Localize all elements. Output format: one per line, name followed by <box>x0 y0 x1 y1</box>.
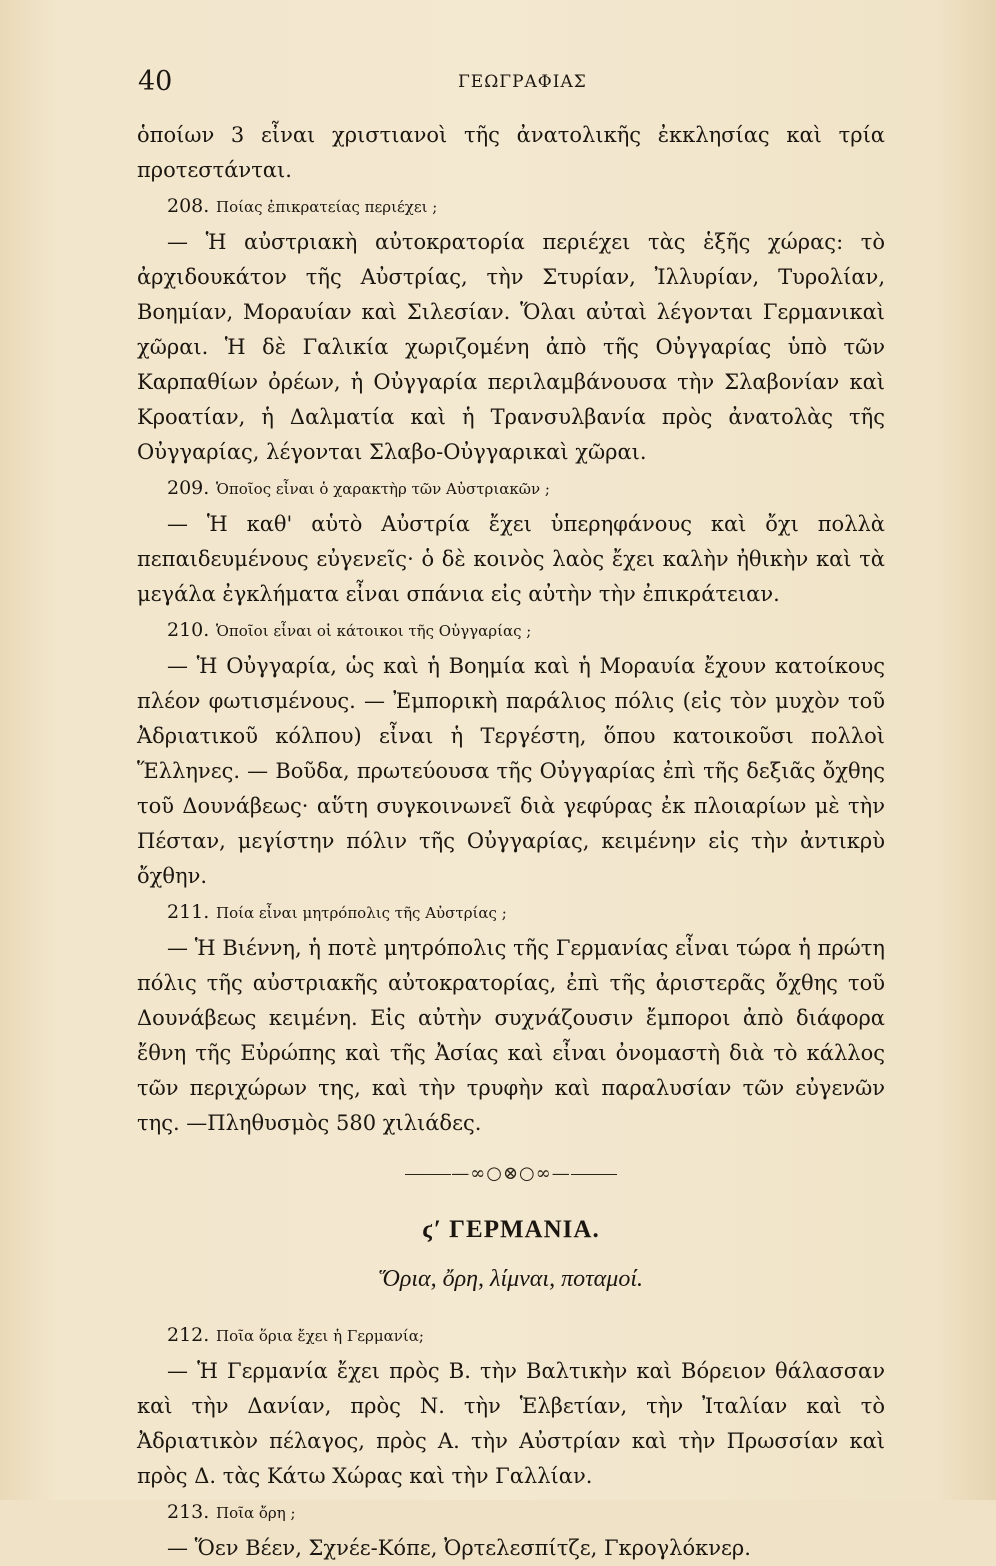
body-paragraph: ὁποίων 3 εἶναι χριστιανοὶ τῆς ἀνατολικῆς ἐκκλησίας καὶ τρία προτεστάνται. <box>137 123 885 182</box>
ornament-divider <box>137 1163 885 1184</box>
question-number: 212. <box>167 1324 210 1346</box>
text-block-austria <box>137 118 885 1141</box>
question-text: Ποίας ἐπικρατείας περιέχει ; <box>216 198 438 216</box>
question-paragraph <box>137 612 885 649</box>
body-paragraph: — Ἡ Βιέννη, ἡ ποτὲ μητρόπολις τῆς Γερμανίας εἶναι τώρα ἡ πρώτη πόλις τῆς αὐστριακῆς αὐτοκρατορίας, ἐπὶ τῆς ἀριστερᾶς ὄχθης τοῦ Δουνάβεως κειμένη. Εἰς αὐτὴν συχνάζουσιν ἔμποροι ἀπὸ διάφορα ἔθνη τῆς Εὐρώπης καὶ τῆς Ἀσίας καὶ εἶναι ὀνομαστὴ διὰ τὸ κάλλος τῶν περιχώρων της, καὶ τὴν τρυφὴν καὶ παραλυσίαν τῶν εὐγενῶν της. —Πληθυσμὸς 580 χιλιάδες. <box>137 936 885 1135</box>
question-text: Ὁποῖοι εἶναι οἱ κάτοικοι τῆς Οὐγγαρίας ; <box>216 622 532 640</box>
section-subtitle: Ὅρια, ὄρη, λίμναι, ποταμοί. <box>378 1266 643 1292</box>
body-paragraph: — Ὅεν Βέεν, Σχνέε-Κόπε, Ὀρτελεσπίτζε, Γκρογλόκνερ. <box>167 1536 751 1560</box>
page-header <box>138 66 876 106</box>
ornament-glyph: —∞○⊗○∞— <box>451 1163 571 1184</box>
body-paragraph: — Ἡ Γερμανία ἔχει πρὸς Β. τὴν Βαλτικὴν καὶ Βόρειον θάλασσαν καὶ τὴν Δανίαν, πρὸς Ν. τὴν Ἑλβετίαν, τὴν Ἰταλίαν καὶ τὸ Ἀδριατικὸν πέλαγος, πρὸς Α. τὴν Αὐστρίαν καὶ τὴν Πρωσσίαν καὶ πρὸς Δ. τὰς Κάτω Χώρας καὶ τὴν Γαλλίαν. <box>137 1359 885 1488</box>
body-paragraph: — Ἡ Οὐγγαρία, ὡς καὶ ἡ Βοημία καὶ ἡ Μοραυία ἔχουν κατοίκους πλέον φωτισμένους. — Ἐμπορικὴ παράλιος πόλις (εἰς τὸν μυχὸν τοῦ Ἀδριατικοῦ κόλπου) εἶναι ἡ Τεργέστη, ὅπου κατοικοῦσι πολλοὶ Ἕλληνες. — Βοῦδα, πρωτεύουσα τῆς Οὐγγαρίας ἐπὶ τῆς δεξιᾶς ὄχθης τοῦ Δουνάβεως· αὕτη συγκοινωνεῖ διὰ γεφύρας ἐκ πλοιαρίων μὲ τὴν Πέσταν, μεγίστην πόλιν τῆς Οὐγγαρίας, κειμένην εἰς τὴν ἀντικρὺ ὄχθην. <box>137 654 885 888</box>
question-text: Ὁποῖος εἶναι ὁ χαρακτὴρ τῶν Αὐστριακῶν ; <box>216 480 550 498</box>
page-number: 40 <box>138 66 173 97</box>
body-paragraph: — Ἡ αὐστριακὴ αὐτοκρατορία περιέχει τὰς ἑξῆς χώρας: τὸ ἀρχιδουκάτον τῆς Αὐστρίας, τὴν Στυρίαν, Ἰλλυρίαν, Τυρολίαν, Βοημίαν, Μοραυίαν καὶ Σιλεσίαν. Ὅλαι αὐταὶ λέγονται Γερμανικαὶ χῶραι. Ἡ δὲ Γαλικία χωριζομένη ἀπὸ τῆς Οὐγγαρίας ὑπὸ τῶν Καρπαθίων ὀρέων, ἡ Οὐγγαρία περιλαμβάνουσα τὴν Σλαβονίαν καὶ Κροατίαν, ἡ Δαλματία καὶ ἡ Τρανσυλβανία πρὸς ἀνατολὰς τῆς Οὐγγαρίας, λέγονται Σλαβο-Οὐγγαρικαὶ χῶραι. <box>137 230 885 464</box>
page-body <box>137 118 885 1566</box>
running-title: ΓΕΩΓΡΑΦΙΑΣ <box>458 72 587 92</box>
question-paragraph <box>137 188 885 225</box>
section-title: ϛʹ ΓΕΡΜΑΝΙΑ. <box>422 1216 600 1243</box>
ornament-line-left <box>405 1174 451 1175</box>
question-text: Ποῖα ὅρια ἔχει ἡ Γερμανία; <box>216 1327 424 1345</box>
question-number: 213. <box>167 1501 210 1523</box>
question-text: Ποῖα ὄρη ; <box>216 1504 296 1522</box>
text-block-germany <box>137 1317 885 1566</box>
question-number: 209. <box>167 477 210 499</box>
question-paragraph <box>137 894 885 931</box>
question-number: 208. <box>167 195 210 217</box>
question-text: Ποία εἶναι μητρόπολις τῆς Αὐστρίας ; <box>216 904 507 922</box>
question-paragraph <box>137 470 885 507</box>
body-paragraph: — Ἡ καθ' αὑτὸ Αὐστρία ἔχει ὑπερηφάνους καὶ ὄχι πολλὰ πεπαιδευμένους εὐγενεῖς· ὁ δὲ κοινὸς λαὸς ἔχει καλὴν ἠθικὴν καὶ τὰ μεγάλα ἐγκλήματα εἶναι σπάνια εἰς αὐτὴν τὴν ἐπικράτειαν. <box>137 512 885 606</box>
question-number: 210. <box>167 619 210 641</box>
question-paragraph <box>137 1317 885 1354</box>
question-number: 211. <box>167 901 210 923</box>
ornament-line-right <box>571 1174 617 1175</box>
